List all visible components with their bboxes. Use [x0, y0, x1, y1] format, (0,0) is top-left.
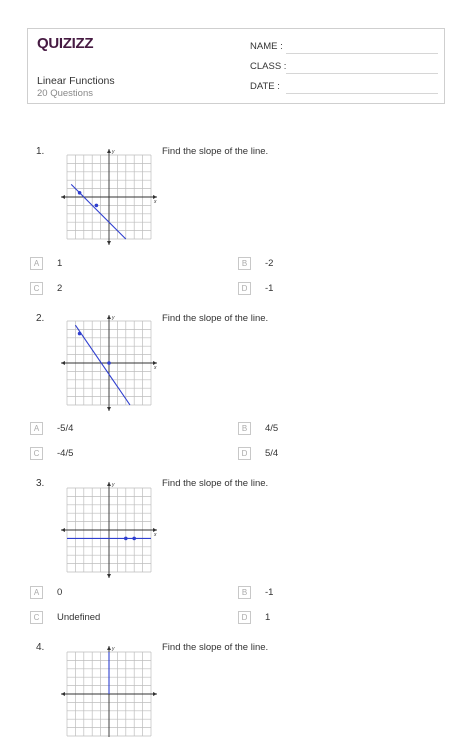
- plotted-point: [124, 537, 128, 541]
- arrow-head: [107, 407, 111, 411]
- name-label: NAME :: [250, 41, 283, 52]
- x-axis-label: x: [154, 365, 157, 371]
- option-letter: A: [30, 586, 43, 599]
- x-axis-label: x: [154, 199, 157, 205]
- arrow-head: [107, 482, 111, 486]
- option-letter: C: [30, 611, 43, 624]
- option-letter: C: [30, 282, 43, 295]
- quizizz-logo: QUIZIZZ: [37, 35, 94, 52]
- plotted-point: [132, 537, 136, 541]
- plotted-point: [78, 191, 82, 195]
- option-text: -2: [265, 258, 274, 269]
- worksheet-title: Linear Functions: [37, 75, 115, 87]
- class-line: [286, 73, 438, 74]
- option-text: -5/4: [57, 423, 74, 434]
- worksheet-header: [27, 28, 445, 104]
- option-letter: B: [238, 586, 251, 599]
- option-text: -1: [265, 587, 274, 598]
- date-label: DATE :: [250, 81, 280, 92]
- coordinate-graph: [60, 148, 157, 240]
- coordinate-graph: [60, 314, 157, 406]
- class-field[interactable]: [250, 61, 286, 72]
- question-prompt: Find the slope of the line.: [162, 146, 269, 157]
- y-axis-label: y: [112, 315, 115, 321]
- option-letter: D: [238, 447, 251, 460]
- option-text: 0: [57, 587, 63, 598]
- name-field[interactable]: [250, 41, 283, 52]
- arrow-head: [153, 692, 157, 696]
- question-prompt: Find the slope of the line.: [162, 478, 269, 489]
- option-text: 4/5: [265, 423, 279, 434]
- arrow-head: [107, 149, 111, 153]
- question-prompt: Find the slope of the line.: [162, 313, 269, 324]
- option-letter: A: [30, 422, 43, 435]
- coordinate-graph: [60, 645, 152, 737]
- option-text: Undefined: [57, 612, 101, 623]
- arrow-head: [107, 241, 111, 245]
- arrow-head: [61, 195, 65, 199]
- question-number: 1.: [36, 146, 45, 157]
- plotted-point: [107, 361, 111, 365]
- question-number: 2.: [36, 313, 45, 324]
- option-text: 1: [57, 258, 63, 269]
- question-number: 4.: [36, 642, 45, 653]
- name-line: [286, 53, 438, 54]
- arrow-head: [107, 574, 111, 578]
- option-letter: B: [238, 257, 251, 270]
- arrow-head: [61, 361, 65, 365]
- option-letter: D: [238, 282, 251, 295]
- y-axis-label: y: [112, 149, 115, 155]
- question-number: 3.: [36, 478, 45, 489]
- option-text: 2: [57, 283, 63, 294]
- arrow-head: [107, 315, 111, 319]
- class-label: CLASS :: [250, 61, 287, 72]
- arrow-head: [107, 646, 111, 650]
- arrow-head: [61, 528, 65, 532]
- arrow-head: [61, 692, 65, 696]
- question-prompt: Find the slope of the line.: [162, 642, 269, 653]
- option-text: -1: [265, 283, 274, 294]
- option-text: 5/4: [265, 448, 279, 459]
- option-letter: C: [30, 447, 43, 460]
- option-text: -4/5: [57, 448, 74, 459]
- option-letter: A: [30, 257, 43, 270]
- plotted-point: [78, 332, 82, 336]
- date-field[interactable]: [250, 81, 280, 92]
- y-axis-label: y: [112, 646, 115, 652]
- option-letter: B: [238, 422, 251, 435]
- question-count: 20 Questions: [37, 88, 93, 99]
- option-text: 1: [265, 612, 271, 623]
- x-axis-label: x: [154, 532, 157, 538]
- y-axis-label: y: [112, 482, 115, 488]
- plotted-point: [95, 204, 99, 208]
- coordinate-graph: [60, 481, 157, 573]
- option-letter: D: [238, 611, 251, 624]
- date-line: [286, 93, 438, 94]
